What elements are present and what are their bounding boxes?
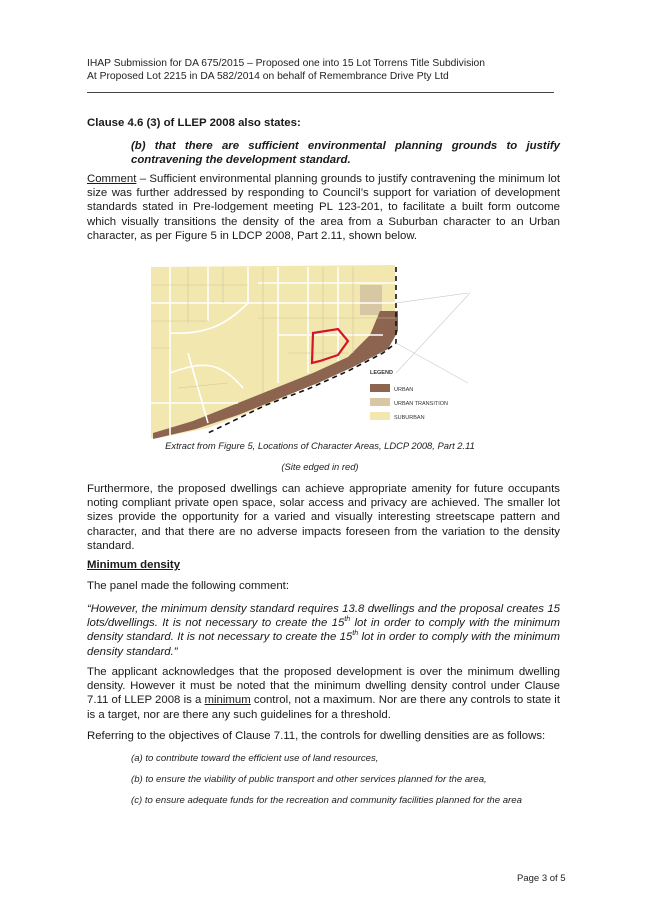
panel-intro: The panel made the following comment: (87, 580, 289, 592)
quote-sup-2: th (352, 630, 359, 638)
page-header (87, 57, 557, 83)
header-line-1: IHAP Submission for DA 675/2015 – Proposed one into 15 Lot Torrens Title Subdivision (87, 58, 486, 69)
legend-swatch-suburban (370, 412, 390, 420)
legend-swatch-transition (370, 398, 390, 406)
legend-swatch-urban (370, 384, 390, 392)
referring-paragraph: Referring to the objectives of Clause 7.11, the controls for dwelling densities are as follows: (87, 730, 546, 742)
figure-subcaption: (Site edged in red) (281, 461, 359, 472)
quote-part-1: “However, the minimum density standard requires 13.8 dwellings and the proposal creates 15 lots/dwellings. It is not necessary to create the 15 (87, 603, 560, 630)
quote-sup-1: th (344, 616, 351, 624)
comment-paragraph (87, 172, 560, 243)
character-areas-map (148, 263, 478, 441)
comment-label: Comment (87, 173, 137, 185)
figure-caption: Extract from Figure 5, Locations of Character Areas, LDCP 2008, Part 2.11 (165, 440, 475, 451)
urban-transition-area (360, 285, 382, 315)
page-number: Page 3 of 5 (517, 873, 566, 884)
acknowledge-underlined: minimum (204, 694, 251, 707)
header-line-2: At Proposed Lot 2215 in DA 582/2014 on behalf of Remembrance Drive Pty Ltd (87, 71, 449, 82)
panel-quote (87, 602, 560, 659)
clause-b-text: (b) that there are sufficient environmental planning grounds to justify contravening the development standard. (131, 140, 560, 167)
legend-label-suburban: SUBURBAN (394, 415, 425, 421)
acknowledge-paragraph (87, 665, 560, 722)
min-density-heading: Minimum density (87, 559, 181, 571)
objective-c: (c) to ensure adequate funds for the recreation and community facilities planned for the area (131, 795, 522, 806)
legend-title: LEGEND (370, 370, 393, 376)
comment-text: – Sufficient environmental planning grounds to justify contravening the minimum lot size was further addressed by responding to Council’s support for variation of development standards stated in Pre-lodgement meeting PL 123-201, to facilitate a built form outcome which visually transitions the density of the area from a Suburban character to an Urban character, as per Figure 5 in LDCP 2008, Part 2.11, shown below. (87, 173, 560, 242)
acknowledge-part-2: control, not a maximum. Nor are there any controls to state it is a target, nor are there any such guidelines for a threshold. (87, 694, 560, 721)
objective-b: (b) to ensure the viability of public transport and other services planned for the area, (131, 774, 487, 785)
quote-part-3: lot in order to comply with the minimum density standard.” (87, 631, 560, 658)
quote-part-2: lot in order to comply with the minimum density standard. It is not necessary to create the 15 (87, 617, 560, 644)
acknowledge-part-1: The applicant acknowledges that the proposed development is over the minimum dwelling density. However it must be noted that the minimum dwelling density control under Clause 7.11 of LLEP 2008 is a (87, 666, 560, 707)
header-divider (87, 92, 554, 93)
objective-a: (a) to contribute toward the efficient use of land resources, (131, 753, 379, 764)
furthermore-paragraph: Furthermore, the proposed dwellings can achieve appropriate amenity for future occupants noting compliant private open space, solar access and privacy are achieved. The smaller lot sizes provide the opportunity for a varied and visually interesting streetscape pattern and character, and that there are no adverse impacts foreseen from the variation to the density standard. (87, 483, 560, 552)
legend-label-transition: URBAN TRANSITION (394, 401, 448, 407)
legend-label-urban: URBAN (394, 387, 414, 393)
section-title: Clause 4.6 (3) of LLEP 2008 also states: (87, 117, 301, 129)
